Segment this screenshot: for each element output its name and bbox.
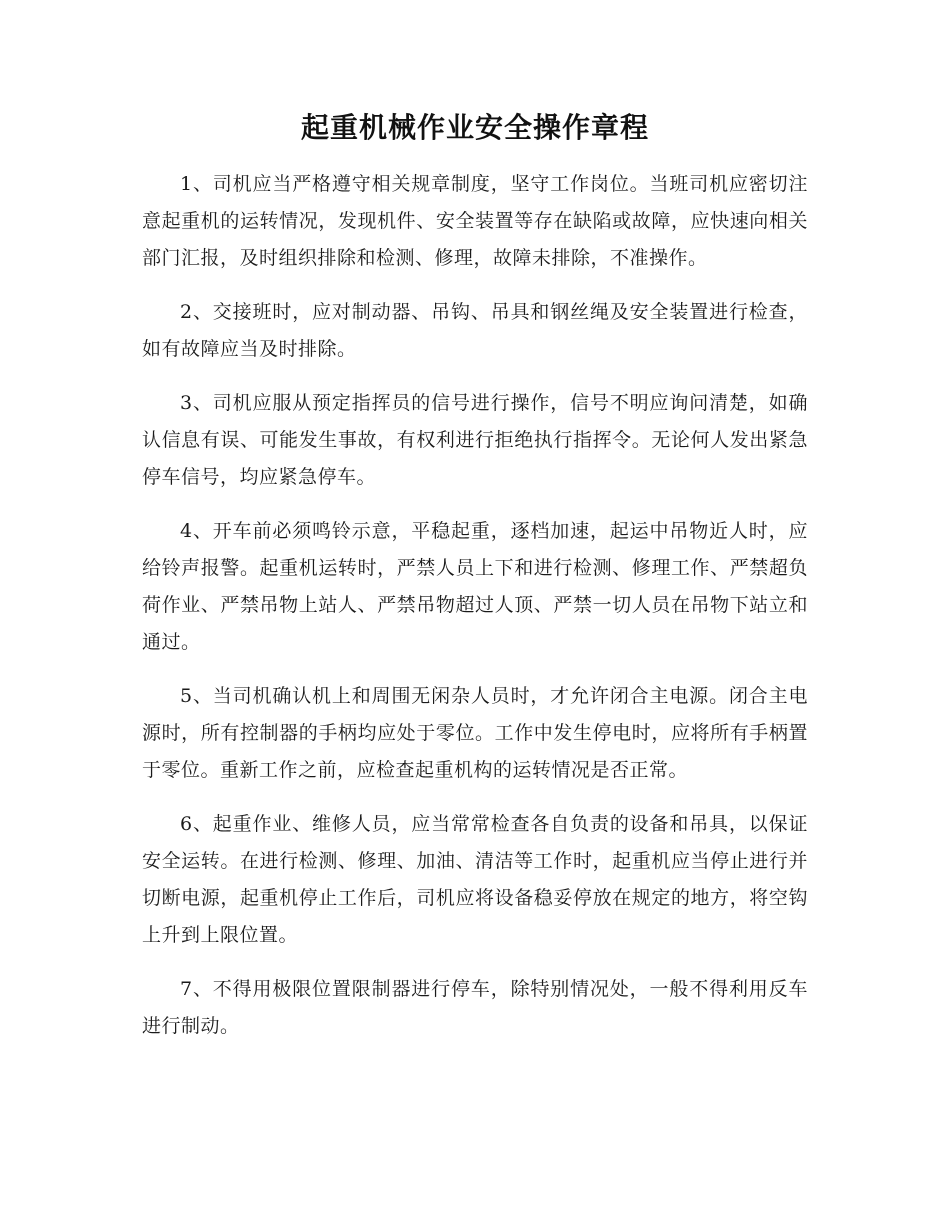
paragraph-1: 1、司机应当严格遵守相关规章制度，坚守工作岗位。当班司机应密切注意起重机的运转情况，发现机件、安全装置等存在缺陷或故障，应快速向相关部门汇报，及时组织排除和检测、修理，故障未排除，不准操作。 — [142, 173, 808, 269]
paragraph-7: 7、不得用极限位置限制器进行停车，除特别情况处，一般不得利用反车进行制动。 — [142, 978, 808, 1037]
document-title: 起重机械作业安全操作章程 — [300, 111, 649, 144]
paragraph-6: 6、起重作业、维修人员，应当常常检查各自负责的设备和吊具，以保证安全运转。在进行检测、修理、加油、清洁等工作时，起重机应当停止进行并切断电源，起重机停止工作后，司机应将设备稳妥停放在规定的地方，将空钩上升到上限位置。 — [142, 813, 808, 946]
document-body — [142, 166, 808, 1062]
paragraph-5: 5、当司机确认机上和周围无闲杂人员时，才允许闭合主电源。闭合主电源时，所有控制器的手柄均应处于零位。工作中发生停电时，应将所有手柄置于零位。重新工作之前，应检查起重机构的运转情况是否正常。 — [142, 685, 808, 781]
paragraph-3: 3、司机应服从预定指挥员的信号进行操作，信号不明应询问清楚，如确认信息有误、可能发生事故，有权利进行拒绝执行指挥令。无论何人发出紧急停车信号，均应紧急停车。 — [142, 392, 808, 488]
paragraph-4: 4、开车前必须鸣铃示意，平稳起重，逐档加速，起运中吊物近人时，应给铃声报警。起重机运转时，严禁人员上下和进行检测、修理工作、严禁超负荷作业、严禁吊物上站人、严禁吊物超过人顶、严禁一切人员在吊物下站立和通过。 — [142, 520, 808, 653]
paragraph-2: 2、交接班时，应对制动器、吊钩、吊具和钢丝绳及安全装置进行检查，如有故障应当及时排除。 — [142, 301, 808, 360]
